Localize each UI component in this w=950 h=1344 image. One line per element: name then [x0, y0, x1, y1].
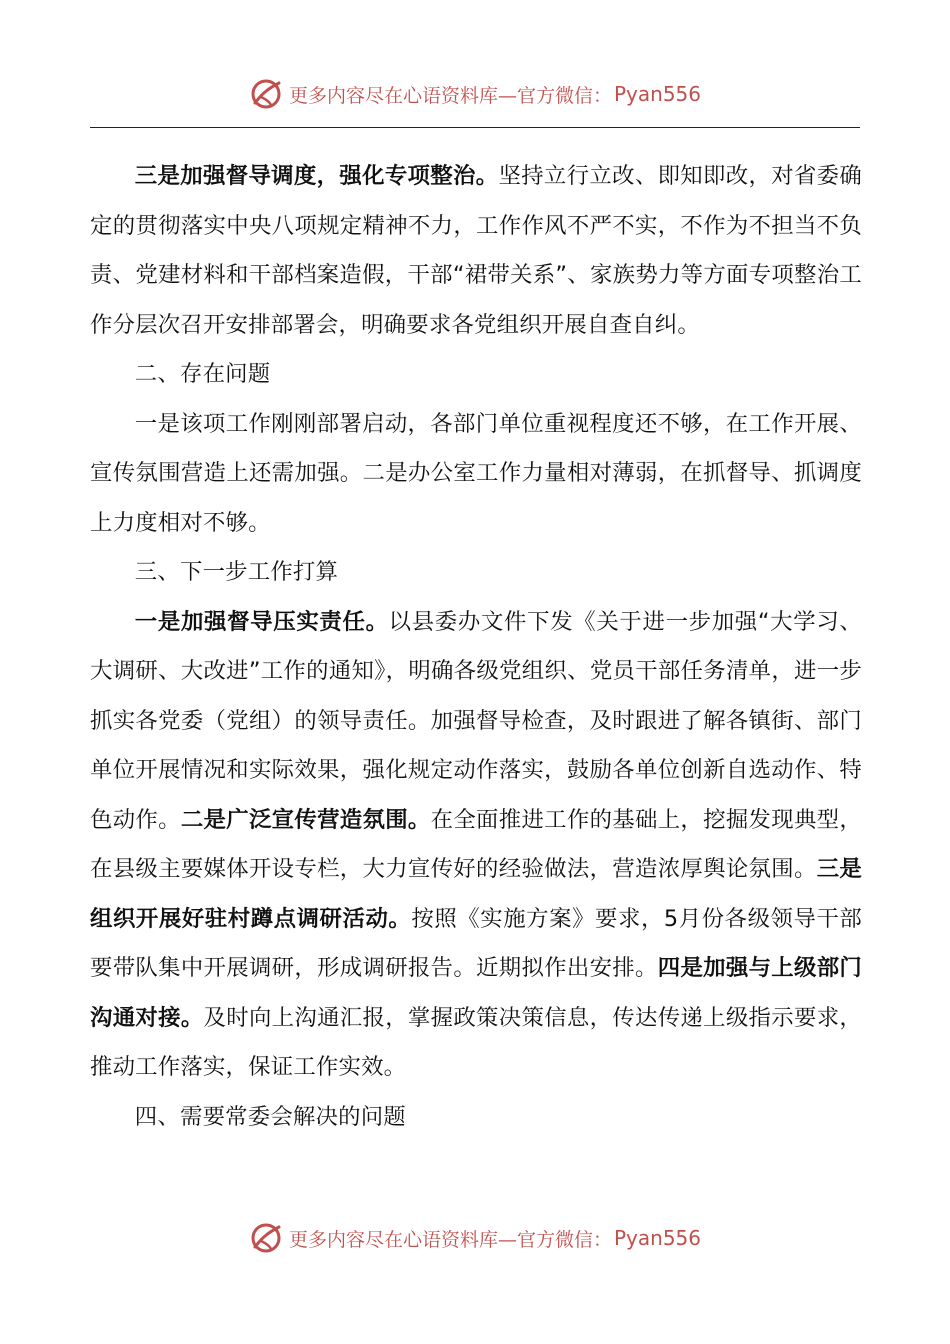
bold-heading: 三是加强督导调度，强化专项整治。: [134, 163, 499, 189]
paragraph-supervision: 三是加强督导调度，强化专项整治。坚持立行立改、即知即改，对省委确定的贯彻落实中央八项规定精神不力，工作作风不严不实，不作为不担当不负责、党建材料和干部档案造假，干部“裙带关系”、家族势力等方面专项整治工作分层次召开安排部署会，明确要求各党组织开展自查自纠。: [90, 163, 862, 338]
bold-heading: 一是加强督导压实责任。: [134, 608, 389, 635]
logo-icon: [249, 1221, 283, 1255]
header-divider: [90, 127, 860, 128]
footer-watermark: [0, 1218, 950, 1258]
section-heading-problems: 二、存在问题: [134, 361, 271, 387]
paragraph-problems: 一是该项工作刚刚部署启动，各部门单位重视程度还不够，在工作开展、宣传氛围营造上还需加强。二是办公室工作力量相对薄弱，在抓督导、抓调度上力度相对不够。: [90, 410, 862, 536]
paragraph-next-steps: 一是加强督导压实责任。以县委办文件下发《关于进一步加强“大学习、大调研、大改进”工作的通知》，明确各级党组织、党员干部任务清单，进一步抓实各党委（党组）的领导责任。加强督导检查，及时跟进了解各镇街、部门单位开展情况和实际效果，强化规定动作落实，鼓励各单位创新自选动作、特色动作。二是广泛宣传营造氛围。在全面推进工作的基础上，挖掘发现典型，在县级主要媒体开设专栏，大力宣传好的经验做法，营造浓厚舆论氛围。三是组织开展好驻村蹲点调研活动。按照《实施方案》要求，5月份各级领导干部要带队集中开展调研，形成调研报告。近期拟作出安排。四是加强与上级部门沟通对接。及时向上沟通汇报，掌握政策决策信息，传达传递上级指示要求，推动工作落实，保证工作实效。: [90, 608, 862, 1080]
document-body: [90, 152, 862, 1142]
bold-heading: 三是组织开展好驻村蹲点调研活动。: [90, 856, 862, 932]
bold-heading: 二是广泛宣传营造氛围。: [180, 806, 431, 833]
bold-heading: 四是加强与上级部门沟通对接。: [90, 955, 862, 1031]
watermark-text: 更多内容尽在心语资料库—官方微信：: [288, 84, 612, 107]
section-heading-next-steps: 三、下一步工作打算: [134, 559, 339, 585]
watermark-text: 更多内容尽在心语资料库—官方微信：: [288, 1228, 612, 1251]
section-heading-committee-issues: 四、需要常委会解决的问题: [134, 1103, 406, 1130]
logo-icon: [249, 77, 283, 111]
watermark-wechat-id: Pyan556: [614, 82, 702, 106]
watermark-wechat-id: Pyan556: [614, 1226, 702, 1250]
header-watermark: [0, 74, 950, 114]
